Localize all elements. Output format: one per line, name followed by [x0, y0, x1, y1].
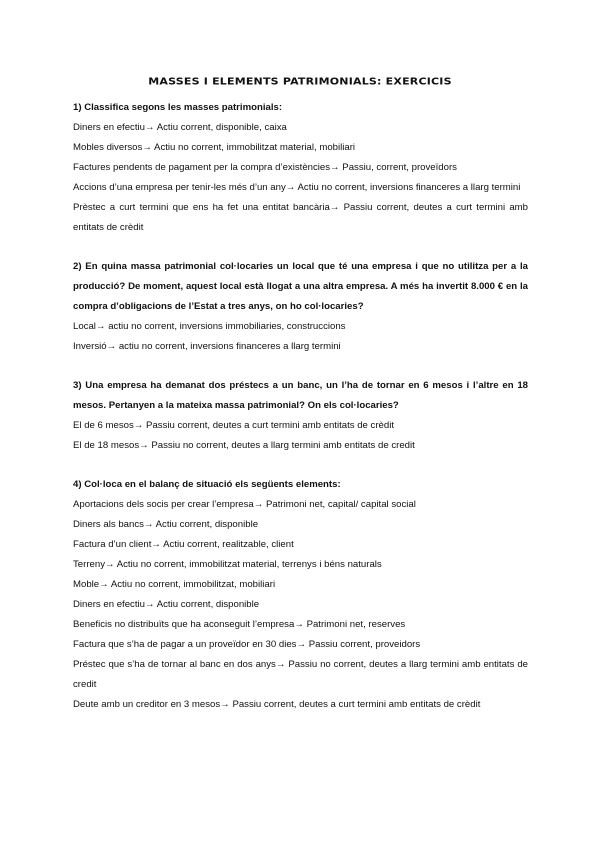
exercise-4-answer: Diners als bancs→ Actiu corrent, disponible	[73, 519, 259, 530]
exercise-4-answer: Beneficis no distribuïts que ha aconseguit l’empresa→ Patrimoni net, reserves	[73, 619, 406, 630]
exercise-1-answer: Mobles diversos→ Actiu no corrent, immobilitzat material, mobiliari	[73, 142, 356, 153]
exercise-2-answer: Inversió→ actiu no corrent, inversions financeres a llarg termini	[73, 341, 341, 352]
exercise-4-answer: Terreny→ Actiu no corrent, immobilitzat material, terrenys i béns naturals	[73, 559, 382, 570]
exercise-3-answer: El de 18 mesos→ Passiu no corrent, deutes a llarg termini amb entitats de credit	[73, 440, 415, 451]
exercise-4-answer: Factura d’un client→ Actiu corrent, realitzable, client	[73, 539, 294, 550]
exercise-3-heading: 3) Una empresa ha demanat dos préstecs a un banc, un l’ha de tornar en 6 mesos i l’altre en 18 mesos. Pertanyen a la mateixa massa patrimonial? On els col·locaries?	[73, 380, 528, 411]
section-spacer	[73, 357, 528, 376]
exercise-4-answer: Diners en efectiu→ Actiu corrent, disponible	[73, 599, 260, 610]
section-spacer	[73, 238, 528, 257]
exercise-4-answer: Préstec que s’ha de tornar al banc en dos anys→ Passiu no corrent, deutes a llarg termini amb entitats de credit	[73, 659, 528, 690]
exercise-4-heading: 4) Col·loca en el balanç de situació els següents elements:	[73, 479, 341, 490]
exercise-2-heading: 2) En quina massa patrimonial col·locaries un local que té una empresa i que no utilitza per a la producció? De moment, aquest local està llogat a una altra empresa. A més ha invertit 8.000 € en la compra d’obligacions de l’Estat a tres anys, on ho col·locaries?	[73, 261, 528, 312]
exercise-4-answer: Moble→ Actiu no corrent, immobilitzat, mobiliari	[73, 579, 276, 590]
exercise-3-answer: El de 6 mesos→ Passiu corrent, deutes a curt termini amb entitats de crèdit	[73, 420, 395, 431]
page-title: MASSES I ELEMENTS PATRIMONIALS: EXERCICIS	[148, 75, 452, 88]
exercise-1-answer: Accions d’una empresa per tenir-les més d’un any→ Actiu no corrent, inversions financeres a llarg termini	[73, 182, 521, 193]
exercise-1-answer: Diners en efectiu→ Actiu corrent, disponible, caixa	[73, 122, 287, 133]
exercise-1-answer: Prèstec a curt termini que ens ha fet una entitat bancària→ Passiu corrent, deutes a curt termini amb entitats de crèdit	[73, 202, 528, 233]
exercise-1-heading: 1) Classifica segons les masses patrimonials:	[73, 102, 283, 113]
exercise-1-answer: Factures pendents de pagament per la compra d’existències→ Passiu, corrent, proveïdors	[73, 162, 457, 173]
exercise-2-answer: Local→ actiu no corrent, inversions immobiliaries, construccions	[73, 321, 346, 332]
exercise-4-answer: Deute amb un creditor en 3 mesos→ Passiu corrent, deutes a curt termini amb entitats de crèdit	[73, 699, 481, 710]
document-body	[73, 98, 528, 715]
exercise-4-answer: Factura que s’ha de pagar a un proveïdor en 30 dies→ Passiu corrent, proveidors	[73, 639, 421, 650]
section-spacer	[73, 456, 528, 475]
exercise-4-answer: Aportacions dels socis per crear l’empresa→ Patrimoni net, capital/ capital social	[73, 499, 416, 510]
